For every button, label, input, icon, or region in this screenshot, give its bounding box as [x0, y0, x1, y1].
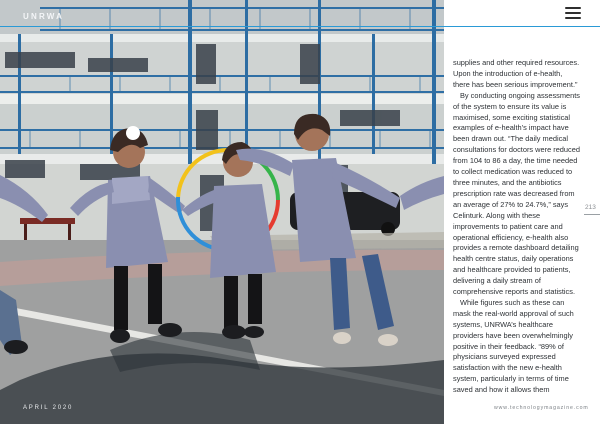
hamburger-menu-icon[interactable] — [565, 7, 581, 21]
article-body — [453, 58, 581, 396]
paragraph: By conducting ongoing assessments of the system to ensure its value is maximised, some exciting statistical examples of e-health’s impact have been drawn out. “The daily medical consultations for doctors were reduced from 104 to 86 a day, the time needed to collect medication was reduced to three minutes, and the antibiotics prescription rate was decreased from an average of 27% to 24.7%,” says Celinturk. Along with these improvements to patient care and operational efficiency, e-health also provides a remote dashboard detailing health centre status, daily operations and healthcare provided to patients, delivering a daily stream of comprehensive reports and statistics. — [453, 90, 580, 297]
brand-logo-text: UNRWA — [23, 12, 65, 21]
paragraph: supplies and other required resources. Upon the introduction of e-health, there has been serious improvement.” — [453, 58, 580, 89]
issue-date: APRIL 2020 — [23, 405, 74, 411]
paragraph: While figures such as these can mask the real-world approval of such systems, UNRWA’s healthcare providers have been overwhelmingly positive in their feedback. “89% of physicians surveyed expressed satisfaction with the new e-health system, particularly in terms of time saved and how it allows them — [453, 297, 574, 395]
menu-bar — [565, 17, 581, 19]
menu-bar — [565, 12, 581, 14]
page-number: 213 — [585, 204, 596, 211]
page-marker-line — [584, 214, 600, 215]
website-url[interactable]: www.technologymagazine.com — [494, 405, 589, 411]
header-rule — [0, 26, 600, 27]
menu-bar — [565, 7, 581, 9]
